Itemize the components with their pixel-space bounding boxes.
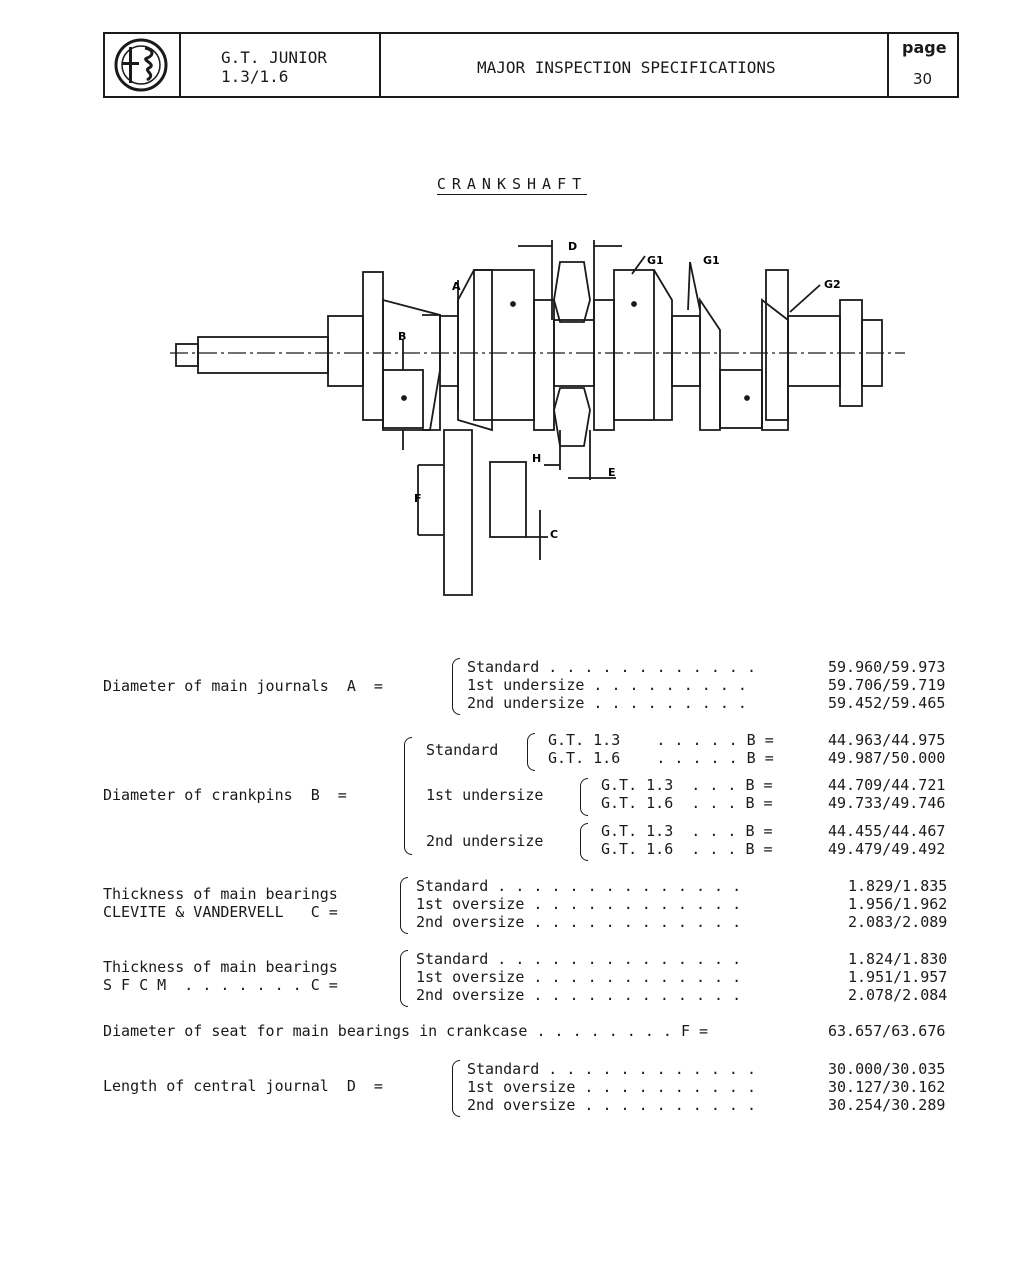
spec-row-name: G.T. 1.3 . . . . . B = <box>548 731 774 749</box>
spec-row-name: G.T. 1.6 . . . B = <box>601 840 773 858</box>
spec-row-name: G.T. 1.3 . . . B = <box>601 776 773 794</box>
brace <box>400 877 408 934</box>
spec-label: S F C M . . . . . . . C = <box>103 976 338 994</box>
spec-label: Length of central journal D = <box>103 1077 383 1095</box>
spec-label: Diameter of main journals A = <box>103 677 383 695</box>
spec-row-value: 30.254/30.289 <box>828 1096 946 1114</box>
logo-cell <box>105 34 181 96</box>
brace <box>404 737 412 855</box>
spec-row-name: 2nd oversize . . . . . . . . . . <box>467 1096 756 1114</box>
spec-row-name: Standard . . . . . . . . . . . . . . <box>416 877 742 895</box>
label-g1-left: G1 <box>647 254 664 267</box>
spec-row-value: 63.657/63.676 <box>828 1022 946 1040</box>
spec-row-value: 59.960/59.973 <box>828 658 946 676</box>
spec-row-name: 1st oversize . . . . . . . . . . <box>467 1078 756 1096</box>
label-h: H <box>532 452 542 465</box>
brace <box>580 823 588 861</box>
spec-row-value: 30.127/30.162 <box>828 1078 946 1096</box>
brace <box>452 1060 460 1117</box>
label-c: C <box>550 528 559 541</box>
brace <box>400 950 408 1007</box>
group-name: 2nd undersize <box>426 832 544 850</box>
spec-row-name: G.T. 1.6 . . . . . B = <box>548 749 774 767</box>
spec-row-value: 1.956/1.962 <box>848 895 948 913</box>
spec-row-value: 59.706/59.719 <box>828 676 946 694</box>
spec-label: Diameter of seat for main bearings in crankcase . . . . . . . . F = <box>103 1022 709 1040</box>
spec-row-value: 1.951/1.957 <box>848 968 948 986</box>
label-b: B <box>398 330 407 343</box>
spec-row-name: G.T. 1.3 . . . B = <box>601 822 773 840</box>
spec-row-value: 1.829/1.835 <box>848 877 948 895</box>
spec-row-name: 1st undersize . . . . . . . . . <box>467 676 747 694</box>
section-heading-text: CRANKSHAFT <box>436 175 588 193</box>
page-number: 30 <box>913 70 933 88</box>
group-name: Standard <box>426 741 499 759</box>
spec-label: CLEVITE & VANDERVELL C = <box>103 903 338 921</box>
page-cell <box>889 34 957 96</box>
spec-row-name: Standard . . . . . . . . . . . . <box>467 1060 756 1078</box>
crankshaft-diagram <box>0 230 1024 600</box>
label-d: D <box>568 240 578 253</box>
spec-row-name: 2nd oversize . . . . . . . . . . . . <box>416 986 742 1004</box>
spec-row-value: 44.963/44.975 <box>828 731 946 749</box>
spec-row-value: 30.000/30.035 <box>828 1060 946 1078</box>
spec-row-value: 49.479/49.492 <box>828 840 946 858</box>
page-header <box>103 32 959 98</box>
spec-label: Thickness of main bearings <box>103 885 338 903</box>
spec-row-name: G.T. 1.6 . . . B = <box>601 794 773 812</box>
spec-row-value: 1.824/1.830 <box>848 950 948 968</box>
label-g2: G2 <box>824 278 841 291</box>
label-e: E <box>608 466 616 479</box>
spec-row-value: 59.452/59.465 <box>828 694 946 712</box>
spec-label: Diameter of crankpins B = <box>103 786 347 804</box>
spec-row-name: 2nd undersize . . . . . . . . . <box>467 694 747 712</box>
spec-label: Thickness of main bearings <box>103 958 338 976</box>
label-f: F <box>414 492 422 505</box>
spec-row-value: 2.078/2.084 <box>848 986 948 1004</box>
spec-row-name: 1st oversize . . . . . . . . . . . . <box>416 968 742 986</box>
spec-row-name: 1st oversize . . . . . . . . . . . . <box>416 895 742 913</box>
model-cell <box>181 34 381 96</box>
model-line-2: 1.3/1.6 <box>221 67 289 86</box>
brace <box>527 733 535 771</box>
spec-row-value: 49.987/50.000 <box>828 749 946 767</box>
label-a: A <box>452 280 461 293</box>
spec-row-name: Standard . . . . . . . . . . . . . . <box>416 950 742 968</box>
spec-row-value: 49.733/49.746 <box>828 794 946 812</box>
spec-row-name: 2nd oversize . . . . . . . . . . . . <box>416 913 742 931</box>
label-g1-right: G1 <box>703 254 720 267</box>
section-title: MAJOR INSPECTION SPECIFICATIONS <box>477 58 776 77</box>
brace <box>452 658 460 715</box>
spec-row-value: 2.083/2.089 <box>848 913 948 931</box>
section-heading <box>0 175 1024 193</box>
page-label: page <box>902 38 947 57</box>
group-name: 1st undersize <box>426 786 544 804</box>
section-cell <box>381 34 889 96</box>
brace <box>580 778 588 816</box>
model-line-1: G.T. JUNIOR <box>221 48 327 67</box>
alfa-romeo-logo <box>105 34 177 96</box>
spec-row-name: Standard . . . . . . . . . . . . <box>467 658 756 676</box>
spec-row-value: 44.455/44.467 <box>828 822 946 840</box>
spec-row-value: 44.709/44.721 <box>828 776 946 794</box>
